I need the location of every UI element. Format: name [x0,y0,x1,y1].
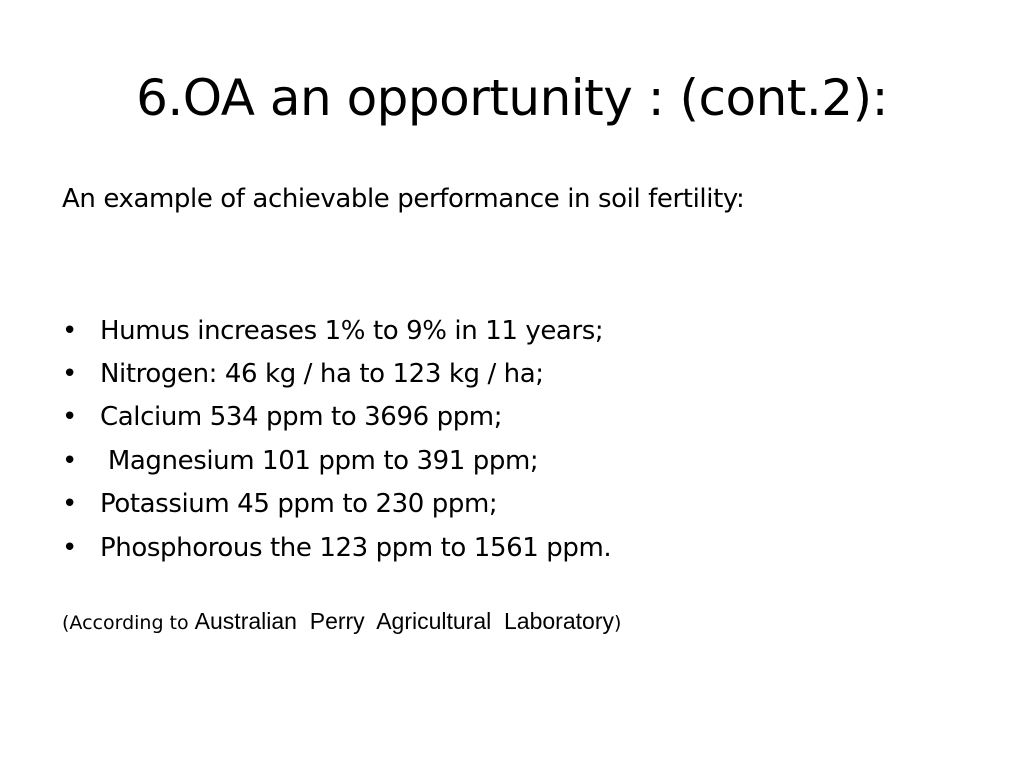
list-item [62,439,611,482]
bullet-text: Humus increases 1% to 9% in 11 years; [100,315,604,346]
list-item [62,309,611,352]
bullet-text: Nitrogen: 46 kg / ha to 123 kg / ha; [100,359,544,390]
slide-title: 6.OA an opportunity : (cont.2): [136,69,888,127]
bullet-list [62,309,611,569]
source-name: Australian Perry Agricultural Laboratory [194,608,614,634]
bullet-text: Potassium 45 ppm to 230 ppm; [100,489,498,520]
list-item [62,352,611,395]
bullet-icon [62,354,100,394]
bullet-icon [62,397,100,437]
intro-text: An example of achievable performance in soil fertility: [62,184,745,214]
bullet-text: Phosphorous the 123 ppm to 1561 ppm. [100,532,612,563]
bullet-icon [62,441,100,481]
bullet-icon [62,311,100,351]
source-citation [62,605,621,639]
bullet-icon [62,528,100,568]
list-item [62,396,611,439]
list-item [62,526,611,569]
source-suffix: ) [613,612,622,634]
source-prefix: (According to [62,612,195,634]
list-item [62,483,611,526]
bullet-text: Magnesium 101 ppm to 391 ppm; [100,445,539,476]
bullet-text: Calcium 534 ppm to 3696 ppm; [100,402,503,433]
bullet-icon [62,484,100,524]
